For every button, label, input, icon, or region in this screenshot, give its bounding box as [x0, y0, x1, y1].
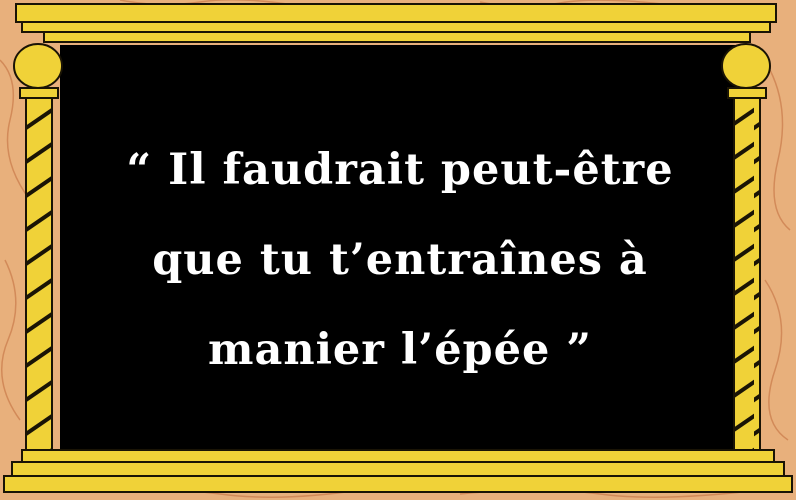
- dialog-line-2: que tu t’entraînes à: [152, 235, 648, 285]
- dialog-line-3: manier l’épée ”: [207, 325, 593, 375]
- bottom-base: [4, 450, 792, 492]
- dialog-text: [75, 95, 725, 425]
- top-beam: [16, 4, 776, 42]
- dialog-line-1: “ Il faudrait peut-être: [126, 145, 674, 195]
